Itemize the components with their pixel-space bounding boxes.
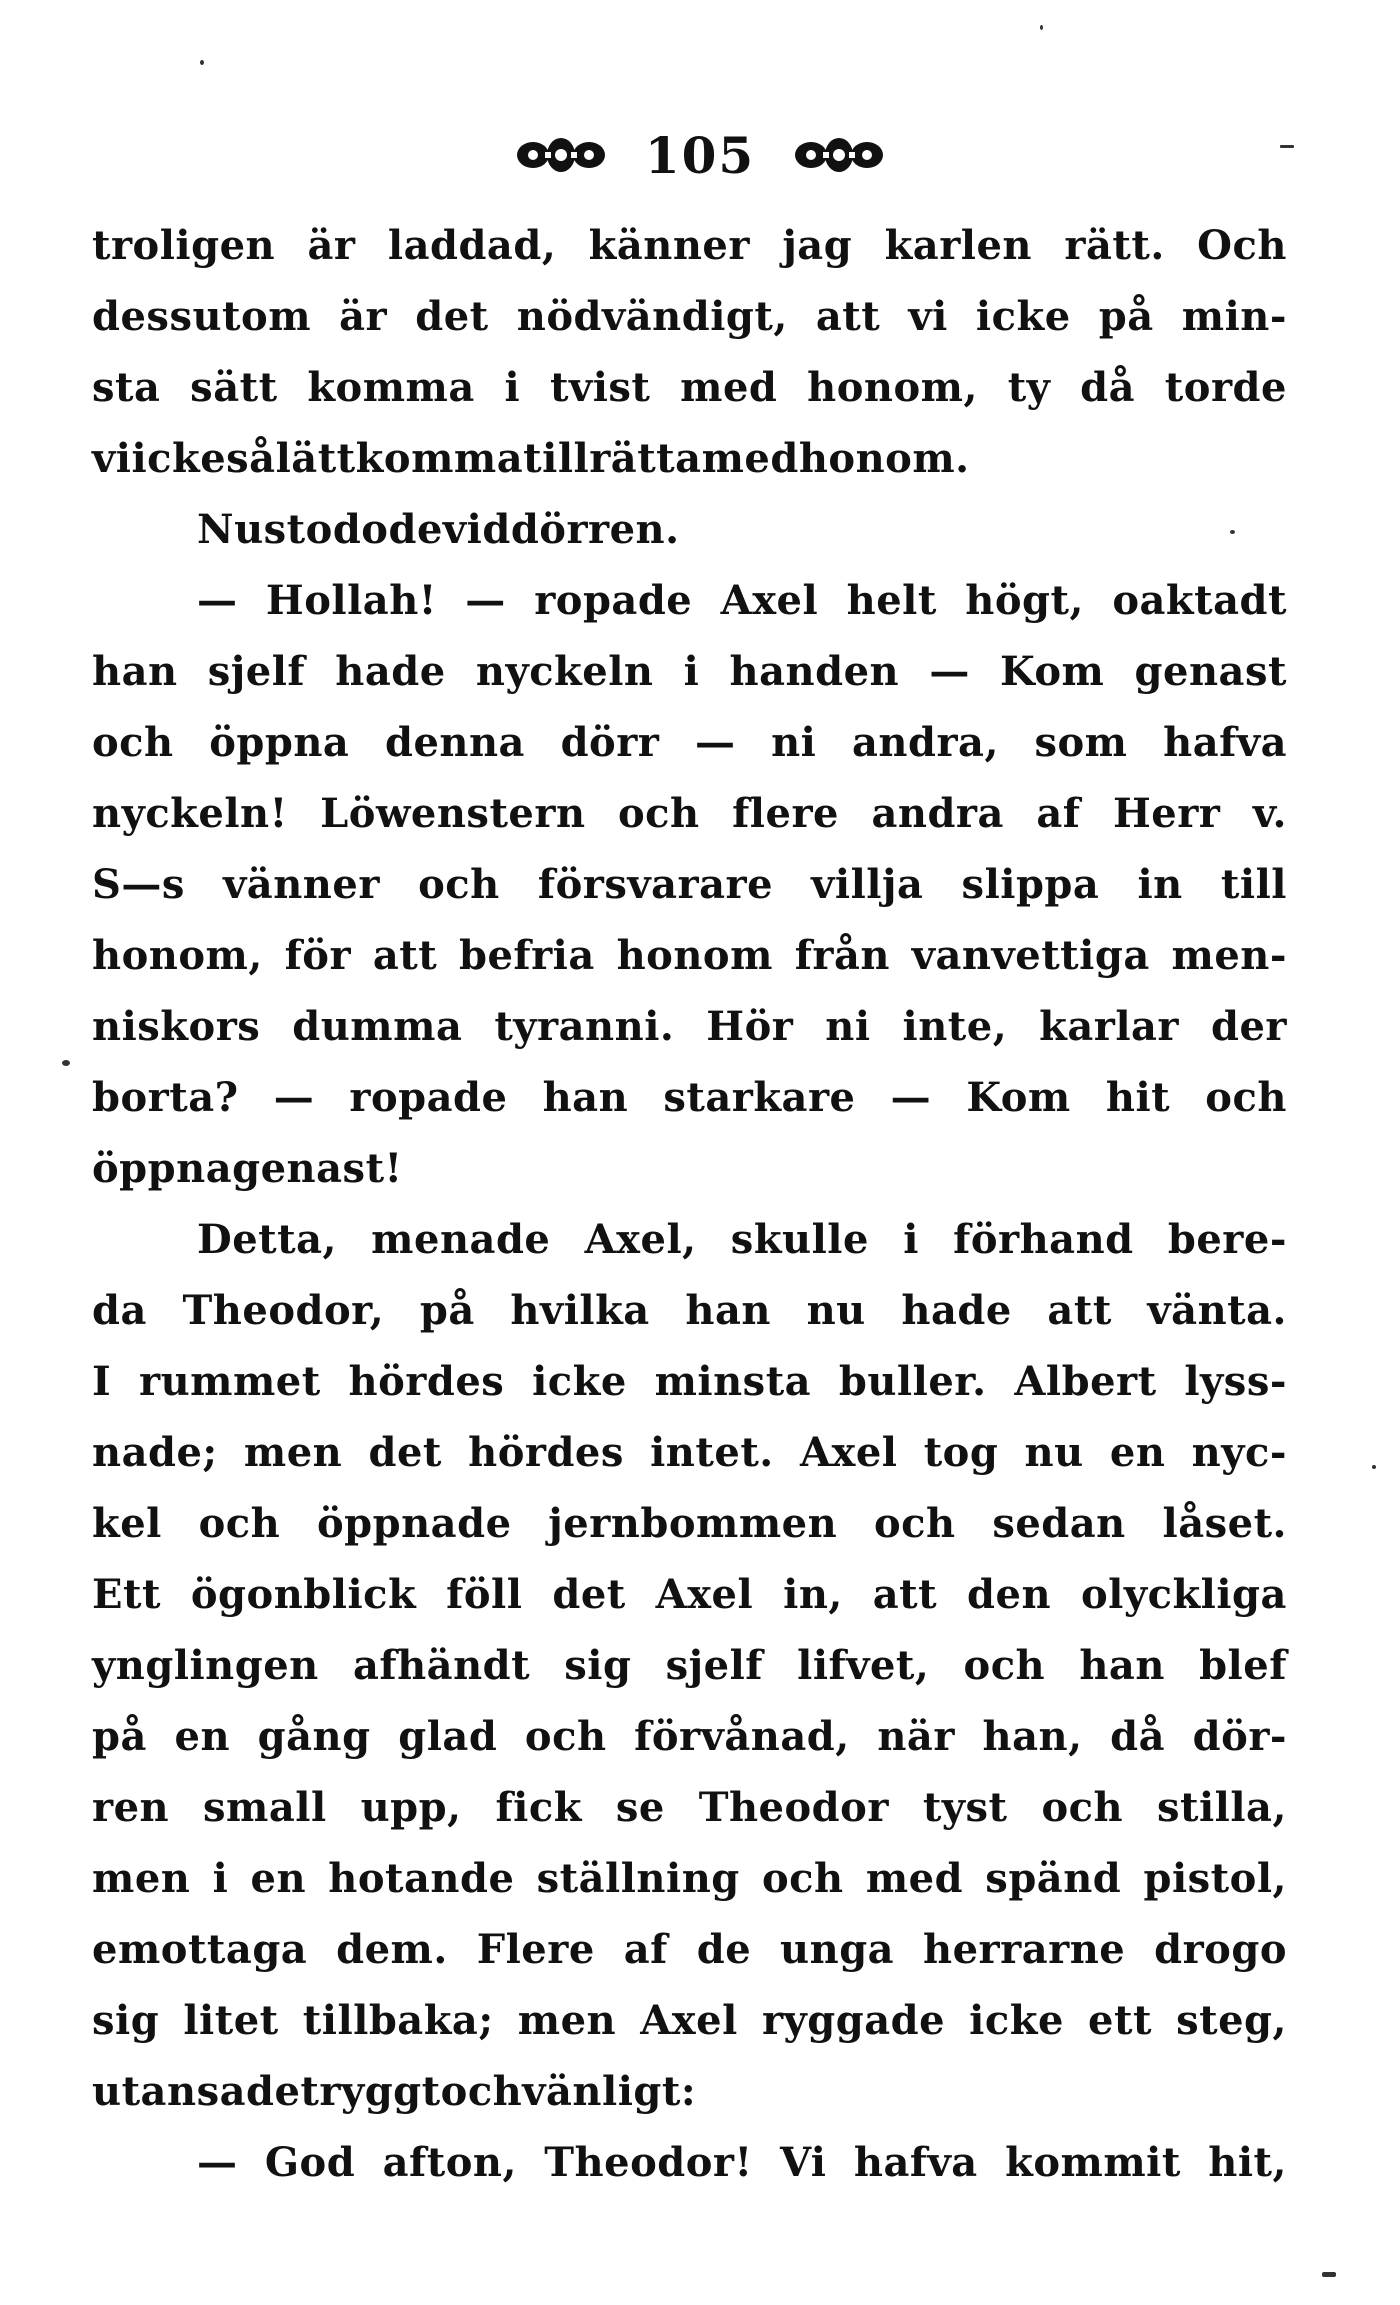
word: med [701,435,799,482]
word: det [552,1571,626,1618]
word: rätta [589,435,702,482]
print-speck [62,1060,70,1066]
word: men [243,1429,343,1476]
word: vanvettiga [911,932,1150,979]
word: — [694,719,736,766]
word: in [1137,861,1183,908]
print-speck [1372,1465,1376,1469]
word: andra, [851,719,999,766]
word: emottaga [92,1926,308,1973]
word: tog [923,1429,999,1476]
word: de [388,506,443,553]
text-line [92,790,1287,861]
text-line [92,1145,1287,1216]
word: öppna [209,719,350,766]
word: nödvändigt, [516,293,788,340]
word: Detta, [197,1216,337,1263]
word: jernbommen [548,1500,838,1547]
word: sade [196,2068,301,2115]
word: dem. [336,1926,448,1973]
text-line [92,1926,1287,1997]
word: upp, [360,1784,462,1831]
word: inte, [902,1003,1008,1050]
word: honom. [798,435,970,482]
word: glad [398,1713,498,1760]
word: jag [782,222,853,269]
word: litet [183,1997,279,2044]
text-line [92,719,1287,790]
word: handen [729,648,900,695]
word: ropade [349,1074,508,1121]
word: med [680,364,778,411]
word: Axel [640,1997,738,2044]
word: Löwenstern [320,790,586,837]
word: starkare [663,1074,856,1121]
word: känner [588,222,750,269]
text-line [92,293,1287,364]
word: så [226,435,276,482]
word: vid [442,506,511,553]
word: Vi [779,2139,827,2186]
word: nade; [92,1429,218,1476]
text-line [92,648,1287,719]
word: pistol, [1143,1855,1287,1902]
word: hotande [328,1855,515,1902]
word: ynglingen [92,1642,319,1689]
word: rätt. [1064,222,1165,269]
word: denna [384,719,525,766]
word: ty [1007,364,1051,411]
word: sjelf [665,1642,763,1689]
word: Och [1197,222,1287,269]
word: hade [335,648,446,695]
word: komma [355,435,524,482]
word: niskors [92,1003,261,1050]
word: laddad, [387,222,557,269]
word: af [623,1926,668,1973]
word: ett [1088,1997,1152,2044]
word: intet. [650,1429,774,1476]
word: de [696,1926,752,1973]
word: icke [975,293,1071,340]
word: i [903,1216,919,1263]
word: I [92,1358,112,1405]
word: Albert [1014,1358,1157,1405]
word: drogo [1154,1926,1287,1973]
word: sta [92,364,161,411]
word: på [419,1287,475,1334]
text-line [92,1997,1287,2068]
word: en [174,1713,231,1760]
word: är [339,293,388,340]
print-speck [1040,25,1043,30]
text-line [92,1855,1287,1926]
word: small [203,1784,327,1831]
word: v. [1252,790,1287,837]
word: han [685,1287,771,1334]
word: Herr [1112,790,1221,837]
word: sjelf [207,648,306,695]
word: att [815,293,881,340]
word: blef [1199,1642,1287,1689]
word: och [440,2068,523,2115]
word: och [618,790,700,837]
word: tyst [922,1784,1008,1831]
word: hit [1105,1074,1171,1121]
word: dörr [560,719,660,766]
word: buller. [838,1358,987,1405]
word: dumma [292,1003,463,1050]
word: är [307,222,356,269]
word: vi [908,293,948,340]
word: när [877,1713,955,1760]
word: olyckliga [1080,1571,1287,1618]
word: nyckeln! [92,790,288,837]
page-header [0,115,1400,195]
word: honom [616,932,773,979]
word: flere [732,790,839,837]
word: då [1080,364,1136,411]
text-line [92,222,1287,293]
word: utan [92,2068,197,2115]
word: från [794,932,890,979]
word: — [465,577,506,624]
word: icke [969,1997,1064,2044]
word: minsta [654,1358,812,1405]
word: afton, [382,2139,517,2186]
text-line [92,435,1287,506]
text-line [92,1784,1287,1855]
word: — [929,648,970,695]
word: en [250,1855,307,1902]
word: förhand [953,1216,1134,1263]
word: ögonblick [190,1571,417,1618]
word: Flere [476,1926,595,1973]
text-line [92,2139,1287,2210]
word: i [683,648,700,695]
word: hafva [1163,719,1287,766]
word: hördes [468,1429,624,1476]
left-ornament-icon [515,132,607,178]
word: han, [982,1713,1083,1760]
word: S—s [92,861,185,908]
word: nu [1024,1429,1084,1476]
text-line [92,1642,1287,1713]
page-number: 105 [644,125,756,185]
word: i [212,1855,229,1902]
word: han [92,648,178,695]
word: genast! [232,1145,403,1192]
text-line [92,1074,1287,1145]
text-line [92,1713,1287,1784]
text-line [92,577,1287,648]
word: — [197,2139,238,2186]
word: och [761,1855,844,1902]
word: rummet [139,1358,321,1405]
word: men [92,1855,191,1902]
word: vänligt: [522,2068,697,2115]
word: tryggt [300,2068,441,2115]
word: öppnade [316,1500,512,1547]
word: Theodor! [544,2139,753,2186]
word: han [1079,1642,1165,1689]
word: föll [446,1571,523,1618]
word: kommit [1005,2139,1181,2186]
word: det [368,1429,442,1476]
word: nyckeln [475,648,654,695]
word: på [92,1713,147,1760]
word: i [504,364,521,411]
word: Ett [92,1571,161,1618]
word: troligen [92,222,276,269]
word: Hör [706,1003,794,1050]
word: skulle [730,1216,869,1263]
word: ställning [536,1855,740,1902]
word: sig [92,1997,160,2044]
word: sedan [992,1500,1126,1547]
word: nyc- [1191,1429,1287,1476]
word: Axel [799,1429,898,1476]
word: vänta. [1147,1287,1287,1334]
word: — [273,1074,315,1121]
word: min- [1181,293,1287,340]
word: och [963,1642,1046,1689]
word: och [524,1713,607,1760]
word: men- [1171,932,1287,979]
word: Kom [999,648,1105,695]
page-body-text [92,222,1287,2210]
word: honom, [92,932,263,979]
word: borta? [92,1074,239,1121]
word: och [1041,1784,1124,1831]
word: icke [131,435,227,482]
word: lifvet, [797,1642,930,1689]
word: Theodor [698,1784,889,1831]
word: Kom [966,1074,1071,1121]
print-speck [1322,2272,1336,2277]
word: och [873,1500,956,1547]
word: att [372,932,438,979]
word: helt [846,577,937,624]
word: in, [783,1571,843,1618]
word: lätt [275,435,356,482]
word: tyranni. [494,1003,675,1050]
word: och [92,719,174,766]
word: hvilka [510,1287,650,1334]
word: — [197,577,238,624]
word: hafva [853,2139,978,2186]
text-line [92,1571,1287,1642]
word: torde [1164,364,1287,411]
word: förvånad, [634,1713,850,1760]
word: ni [825,1003,871,1050]
word: dör- [1192,1713,1287,1760]
word: bere- [1167,1216,1287,1263]
text-line [92,1429,1287,1500]
word: och [418,861,500,908]
word: och [1205,1074,1287,1121]
word: då [1110,1713,1166,1760]
word: ropade [534,577,693,624]
word: det [415,293,489,340]
word: tillbaka; [302,1997,494,2044]
word: tvist [549,364,651,411]
word: på [1098,293,1154,340]
word: till [1220,861,1287,908]
word: Hollah! [265,577,437,624]
text-line [92,932,1287,1003]
word: den [967,1571,1052,1618]
word: en [1109,1429,1166,1476]
word: kel [92,1500,162,1547]
print-speck [1280,145,1294,148]
word: se [615,1784,665,1831]
word: sig [564,1642,632,1689]
word: att [872,1571,938,1618]
word: dessutom [92,293,312,340]
word: herrarne [923,1926,1126,1973]
print-speck [1230,530,1235,534]
word: afhändt [352,1642,531,1689]
word: Axel [655,1571,754,1618]
text-line [92,506,1287,577]
word: slippa [961,861,1100,908]
word: Axel, [584,1216,697,1263]
word: sätt [190,364,278,411]
word: genast [1134,648,1287,695]
word: menade [371,1216,551,1263]
print-speck [200,60,204,65]
word: God [264,2139,356,2186]
word: af [1036,790,1081,837]
word: karlen [884,222,1032,269]
word: Theodor, [182,1287,385,1334]
word: låset. [1162,1500,1287,1547]
word: unga [780,1926,895,1973]
word: ren [92,1784,170,1831]
word: oaktadt [1112,577,1287,624]
word: spänd [985,1855,1122,1902]
word: vi [92,435,132,482]
word: andra [871,790,1004,837]
word: steg, [1176,1997,1287,2044]
word: och [198,1500,281,1547]
word: hit, [1208,2139,1287,2186]
word: öppna [92,1145,233,1192]
word: befria [458,932,595,979]
word: försvarare [537,861,774,908]
word: han [542,1074,629,1121]
word: till [523,435,590,482]
word: gång [257,1713,371,1760]
text-line [92,861,1287,932]
text-line [92,2068,1287,2139]
word: komma [307,364,475,411]
word: stilla, [1156,1784,1287,1831]
text-line [92,1358,1287,1429]
text-line [92,1500,1287,1571]
text-line [92,1003,1287,1074]
text-line [92,364,1287,435]
word: att [1047,1287,1112,1334]
word: ni [771,719,817,766]
word: — [890,1074,932,1121]
word: honom, [807,364,978,411]
word: ryggade [761,1997,946,2044]
word: villja [811,861,924,908]
text-line [92,1287,1287,1358]
text-line [92,1216,1287,1287]
word: Nu [197,506,264,553]
word: der [1210,1003,1287,1050]
word: nu [806,1287,866,1334]
word: hördes [348,1358,505,1405]
word: karlar [1039,1003,1180,1050]
word: icke [532,1358,627,1405]
word: da [92,1287,147,1334]
word: men [517,1997,617,2044]
right-ornament-icon [793,132,885,178]
word: Axel [720,577,819,624]
word: för [284,932,352,979]
word: stodo [263,506,389,553]
word: fick [495,1784,582,1831]
word: med [865,1855,964,1902]
word: vänner [223,861,380,908]
word: som [1034,719,1128,766]
word: dörren. [510,506,680,553]
word: lyss- [1184,1358,1287,1405]
word: hade [901,1287,1012,1334]
word: högt, [965,577,1084,624]
